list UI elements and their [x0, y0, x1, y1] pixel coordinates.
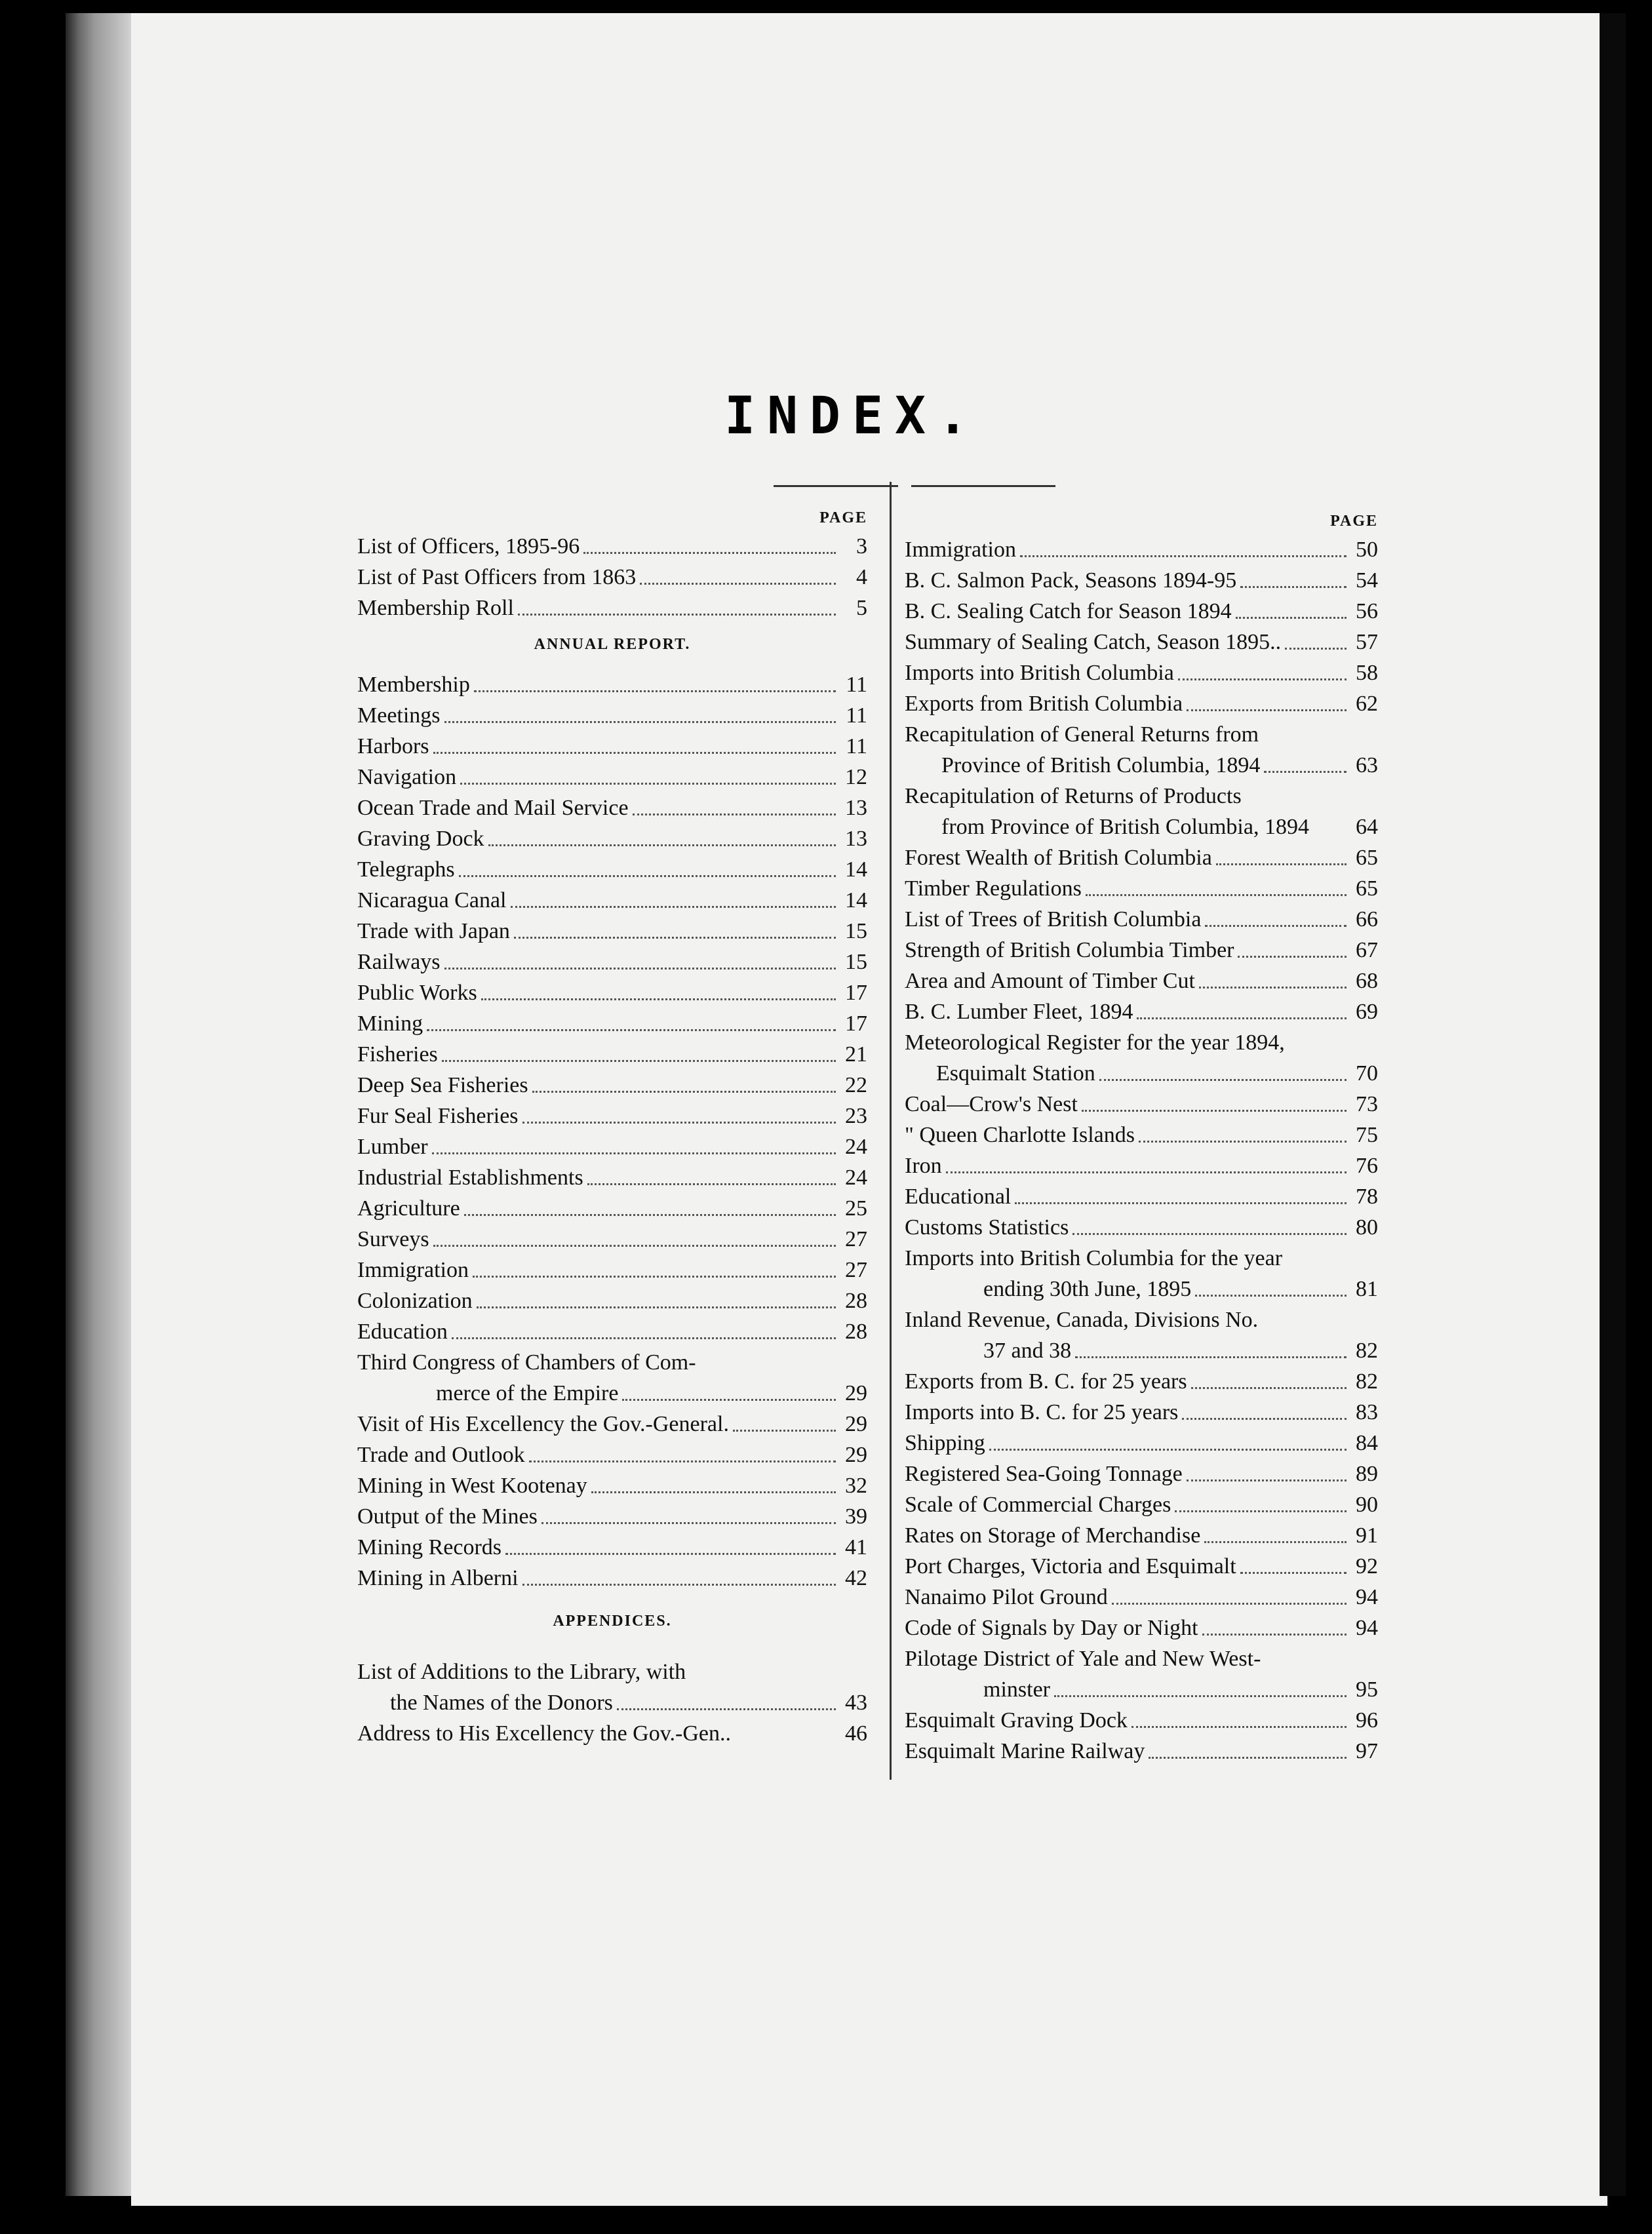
dot-leader: [505, 1553, 836, 1555]
entry-page-number: 84: [1356, 1431, 1378, 1455]
dot-leader: [622, 1399, 836, 1401]
entry-text: Area and Amount of Timber Cut: [905, 969, 1195, 993]
entry-text: Education: [357, 1320, 448, 1344]
index-entry[interactable]: [357, 977, 867, 1008]
dot-leader: [460, 783, 836, 785]
entry-text-line: Pilotage District of Yale and New West-: [905, 1647, 1261, 1671]
index-entry[interactable]: [905, 627, 1378, 657]
index-entry[interactable]: [357, 1409, 867, 1440]
index-entry[interactable]: [357, 731, 867, 762]
entry-text-line: Meteorological Register for the year 1894,: [905, 1030, 1285, 1055]
entry-text-line: List of Additions to the Library, with: [357, 1660, 686, 1684]
title-rule-left: [774, 485, 898, 487]
index-entry[interactable]: [905, 996, 1378, 1027]
entry-page-number: 41: [845, 1535, 867, 1559]
dot-leader: [1205, 925, 1347, 927]
entry-text: Navigation: [357, 765, 457, 789]
index-entry[interactable]: [905, 1150, 1378, 1181]
index-entry[interactable]: [357, 793, 867, 823]
index-entry-pilotage[interactable]: [905, 1643, 1378, 1705]
entry-page-number: 5: [856, 596, 867, 620]
entry-page-number: 70: [1356, 1061, 1378, 1086]
index-entry[interactable]: [905, 657, 1378, 688]
entry-text: Ocean Trade and Mail Service: [357, 796, 629, 820]
index-right-column: [905, 508, 1378, 1767]
entry-text: Deep Sea Fisheries: [357, 1073, 528, 1097]
index-entry[interactable]: [905, 1613, 1378, 1643]
entry-page-number: 75: [1356, 1123, 1378, 1147]
front-matter-list: [357, 531, 867, 623]
dot-leader: [733, 1430, 836, 1432]
index-entry[interactable]: [905, 1428, 1378, 1459]
entry-text: Shipping: [905, 1431, 985, 1455]
dot-leader: [514, 937, 836, 939]
index-entry[interactable]: [905, 534, 1378, 565]
entry-page-number: 29: [845, 1381, 867, 1405]
index-entry[interactable]: [357, 1070, 867, 1101]
dot-leader: [1086, 894, 1347, 896]
dot-leader: [532, 1091, 836, 1093]
index-entry[interactable]: [905, 904, 1378, 935]
dot-leader: [583, 552, 836, 554]
dot-leader: [1020, 555, 1347, 557]
index-entry[interactable]: [905, 1366, 1378, 1397]
entry-text: List of Past Officers from 1863: [357, 565, 637, 589]
entry-text: Telegraphs: [357, 857, 455, 882]
entry-text: Forest Wealth of British Columbia: [905, 846, 1212, 870]
dot-leader: [518, 614, 836, 616]
dot-leader: [633, 813, 836, 815]
index-entry-recap-products[interactable]: [905, 781, 1378, 842]
entry-text-line: the Names of the Donors: [390, 1691, 613, 1715]
entry-text: Trade and Outlook: [357, 1443, 525, 1467]
index-entry[interactable]: [357, 823, 867, 854]
entry-text: Harbors: [357, 734, 429, 758]
index-left-column: [357, 505, 867, 1749]
entry-page-number: 62: [1356, 692, 1378, 716]
dot-leader: [473, 1276, 836, 1278]
right-list-c: [905, 1089, 1378, 1243]
entry-page-number: 57: [1356, 630, 1378, 654]
index-entry[interactable]: [905, 1212, 1378, 1243]
dot-leader: [474, 690, 836, 692]
annual-report-list: [357, 669, 867, 1347]
entry-page-number: 27: [845, 1258, 867, 1282]
dot-leader: [1240, 586, 1347, 588]
dot-leader: [640, 583, 836, 585]
entry-text: Output of the Mines: [357, 1504, 538, 1529]
entry-page-number: 29: [845, 1412, 867, 1436]
entry-page-number: 25: [845, 1196, 867, 1221]
entry-text: Nanaimo Pilot Ground: [905, 1585, 1108, 1609]
index-title: INDEX.: [724, 387, 980, 446]
entry-text-line: Recapitulation of General Returns from: [905, 722, 1259, 747]
entry-text-line: Inland Revenue, Canada, Divisions No.: [905, 1308, 1259, 1332]
dot-leader: [1236, 617, 1347, 619]
title-rule-right: [911, 485, 1055, 487]
entry-page-number: 94: [1356, 1616, 1378, 1640]
entry-text: B. C. Sealing Catch for Season 1894: [905, 599, 1232, 623]
document-page: [131, 13, 1607, 2206]
index-entry[interactable]: [905, 1459, 1378, 1489]
entry-page-number: 13: [845, 827, 867, 851]
entry-text: Address to His Excellency the Gov.-Gen..: [357, 1721, 731, 1746]
dot-leader: [1139, 1141, 1347, 1143]
entry-page-number: 64: [1356, 815, 1378, 839]
index-entry[interactable]: [905, 1489, 1378, 1520]
dot-leader: [444, 721, 836, 723]
dot-leader: [511, 906, 836, 908]
dot-leader: [587, 1183, 836, 1185]
index-entry[interactable]: [357, 1316, 867, 1347]
dot-leader: [427, 1029, 836, 1031]
dot-leader: [1082, 1110, 1347, 1112]
entry-page-number: 24: [845, 1135, 867, 1159]
entry-page-number: 56: [1356, 599, 1378, 623]
dot-leader: [1240, 1572, 1347, 1574]
entry-page-number: 24: [845, 1166, 867, 1190]
entry-text: Scale of Commercial Charges: [905, 1493, 1171, 1517]
entry-text: Public Works: [357, 981, 477, 1005]
entry-page-number: 65: [1356, 876, 1378, 901]
entry-page-number: 21: [845, 1042, 867, 1067]
entry-text: Colonization: [357, 1289, 473, 1313]
index-entry[interactable]: [357, 531, 867, 562]
dot-leader: [1264, 771, 1347, 773]
entry-text: List of Trees of British Columbia: [905, 907, 1202, 931]
index-entry[interactable]: [357, 1131, 867, 1162]
entry-page-number: 17: [845, 981, 867, 1005]
entry-page-number: 22: [845, 1073, 867, 1097]
index-entry[interactable]: [357, 1501, 867, 1532]
entry-page-number: 58: [1356, 661, 1378, 685]
entry-text-line: from Province of British Columbia, 1894: [941, 815, 1309, 839]
page-right-edge: [1600, 13, 1626, 2196]
dot-leader: [444, 968, 836, 970]
dot-leader: [464, 1214, 836, 1216]
entry-page-number: 17: [845, 1011, 867, 1036]
index-entry[interactable]: [905, 1705, 1378, 1736]
dot-leader: [1072, 1233, 1347, 1235]
entry-text: Trade with Japan: [357, 919, 510, 943]
dot-leader: [1149, 1757, 1347, 1759]
entry-text: Visit of His Excellency the Gov.-General.: [357, 1412, 729, 1436]
entry-page-number: 82: [1356, 1339, 1378, 1363]
index-entry[interactable]: [357, 669, 867, 700]
entry-text: Mining Records: [357, 1535, 502, 1559]
entry-text: Immigration: [357, 1258, 469, 1282]
entry-page-number: 90: [1356, 1493, 1378, 1517]
entry-page-number: 89: [1356, 1462, 1378, 1486]
dot-leader: [989, 1449, 1347, 1451]
page-column-header: PAGE: [819, 509, 867, 526]
index-entry[interactable]: [905, 1520, 1378, 1551]
index-entry[interactable]: [905, 1736, 1378, 1767]
entry-text: Coal—Crow's Nest: [905, 1092, 1078, 1116]
dot-leader: [1075, 1356, 1347, 1358]
entry-text: B. C. Salmon Pack, Seasons 1894-95: [905, 568, 1237, 593]
entry-text: Esquimalt Marine Railway: [905, 1739, 1145, 1763]
dot-leader: [522, 1584, 836, 1586]
dot-leader: [1178, 678, 1347, 680]
entry-text: Exports from B. C. for 25 years: [905, 1369, 1187, 1394]
index-entry[interactable]: [357, 854, 867, 885]
dot-leader: [1238, 956, 1347, 958]
entry-text: Exports from British Columbia: [905, 692, 1183, 716]
index-entry[interactable]: [905, 873, 1378, 904]
entry-page-number: 32: [845, 1474, 867, 1498]
index-entry[interactable]: [357, 1440, 867, 1470]
entry-page-number: 11: [846, 673, 867, 697]
entry-page-number: 68: [1356, 969, 1378, 993]
entry-page-number: 80: [1356, 1215, 1378, 1240]
index-entry-address[interactable]: [357, 1718, 867, 1749]
index-entry[interactable]: [357, 1162, 867, 1193]
dot-leader: [1182, 1418, 1347, 1420]
entry-text: Mining in Alberni: [357, 1566, 519, 1590]
dot-leader: [1216, 863, 1347, 865]
index-entry[interactable]: [905, 688, 1378, 719]
index-entry[interactable]: [357, 1008, 867, 1039]
dot-leader: [1285, 648, 1347, 650]
entry-text-line: minster: [983, 1677, 1050, 1702]
dot-leader: [1187, 1480, 1347, 1481]
dot-leader: [591, 1491, 836, 1493]
entry-page-number: 69: [1356, 1000, 1378, 1024]
dot-leader: [1015, 1202, 1347, 1204]
entry-page-number: 28: [845, 1320, 867, 1344]
entry-page-number: 63: [1356, 753, 1378, 777]
appendices-heading: APPENDICES.: [553, 1613, 672, 1630]
right-list-b: [905, 842, 1378, 1027]
right-list-e: [905, 1705, 1378, 1767]
entry-page-number: 23: [845, 1104, 867, 1128]
entry-page-number: 15: [845, 919, 867, 943]
entry-text: Imports into British Columbia: [905, 661, 1174, 685]
dot-leader: [1099, 1079, 1347, 1081]
dot-leader: [1112, 1603, 1347, 1605]
dot-leader: [541, 1522, 836, 1524]
index-entry[interactable]: [905, 935, 1378, 966]
entry-page-number: 4: [856, 565, 867, 589]
entry-text: Graving Dock: [357, 827, 484, 851]
entry-page-number: 28: [845, 1289, 867, 1313]
entry-page-number: 97: [1356, 1739, 1378, 1763]
index-entry[interactable]: [357, 593, 867, 623]
entry-text: Mining in West Kootenay: [357, 1474, 587, 1498]
entry-page-number: 12: [845, 765, 867, 789]
entry-page-number: 92: [1356, 1554, 1378, 1578]
entry-text: Agriculture: [357, 1196, 460, 1221]
annual-report-list-continued: [357, 1409, 867, 1594]
entry-text: Iron: [905, 1154, 942, 1178]
dot-leader: [1199, 987, 1347, 989]
entry-page-number: 83: [1356, 1400, 1378, 1424]
entry-page-number: 67: [1356, 938, 1378, 962]
entry-text: Surveys: [357, 1227, 429, 1251]
entry-page-number: 66: [1356, 907, 1378, 931]
entry-text: List of Officers, 1895-96: [357, 534, 580, 558]
entry-page-number: 78: [1356, 1185, 1378, 1209]
entry-text: Immigration: [905, 538, 1016, 562]
entry-page-number: 95: [1356, 1677, 1378, 1702]
page-column-header: PAGE: [1330, 513, 1378, 530]
entry-text: Code of Signals by Day or Night: [905, 1616, 1198, 1640]
dot-leader: [1191, 1387, 1347, 1389]
entry-page-number: 43: [845, 1691, 867, 1715]
index-entry[interactable]: [357, 562, 867, 593]
column-divider: [890, 482, 892, 1780]
entry-page-number: 11: [846, 734, 867, 758]
index-entry[interactable]: [905, 1582, 1378, 1613]
entry-text: Meetings: [357, 703, 441, 728]
entry-text: Imports into B. C. for 25 years: [905, 1400, 1179, 1424]
index-entry[interactable]: [357, 1224, 867, 1255]
entry-page-number: 39: [845, 1504, 867, 1529]
entry-text: Port Charges, Victoria and Esquimalt: [905, 1554, 1236, 1578]
entry-page-number: 94: [1356, 1585, 1378, 1609]
entry-text-line: 37 and 38: [983, 1339, 1072, 1363]
index-entry-inland-revenue[interactable]: [905, 1304, 1378, 1366]
entry-page-number: 14: [845, 888, 867, 912]
entry-text: Membership Roll: [357, 596, 514, 620]
dot-leader: [1175, 1510, 1347, 1512]
entry-text: Lumber: [357, 1135, 428, 1159]
entry-text: B. C. Lumber Fleet, 1894: [905, 1000, 1133, 1024]
dot-leader: [1187, 709, 1347, 711]
dot-leader: [488, 844, 836, 846]
page-binding-edge: [66, 13, 138, 2196]
index-entry[interactable]: [905, 1089, 1378, 1120]
entry-text: Industrial Establishments: [357, 1166, 583, 1190]
index-entry[interactable]: [905, 1397, 1378, 1428]
annual-report-heading: ANNUAL REPORT.: [534, 636, 691, 653]
entry-page-number: 11: [846, 703, 867, 728]
index-entry[interactable]: [357, 947, 867, 977]
index-entry-imports-year[interactable]: [905, 1243, 1378, 1304]
index-entry-recap-general[interactable]: [905, 719, 1378, 781]
index-entry[interactable]: [357, 885, 867, 916]
entry-text-line: Imports into British Columbia for the year: [905, 1246, 1283, 1270]
index-entry[interactable]: [357, 1563, 867, 1594]
entry-text: " Queen Charlotte Islands: [905, 1123, 1135, 1147]
entry-text: Registered Sea-Going Tonnage: [905, 1462, 1183, 1486]
entry-text-line: Recapitulation of Returns of Products: [905, 784, 1242, 808]
dot-leader: [442, 1060, 836, 1062]
entry-text: Esquimalt Graving Dock: [905, 1708, 1128, 1733]
entry-page-number: 13: [845, 796, 867, 820]
entry-page-number: 73: [1356, 1092, 1378, 1116]
dot-leader: [1202, 1634, 1347, 1636]
entry-page-number: 65: [1356, 846, 1378, 870]
entry-text: Summary of Sealing Catch, Season 1895..: [905, 630, 1282, 654]
entry-page-number: 91: [1356, 1523, 1378, 1548]
entry-text: Timber Regulations: [905, 876, 1082, 901]
dot-leader: [946, 1171, 1347, 1173]
entry-text: Railways: [357, 950, 441, 974]
entry-text: Mining: [357, 1011, 423, 1036]
index-entry[interactable]: [357, 1193, 867, 1224]
dot-leader: [433, 752, 836, 754]
dot-leader: [1204, 1541, 1347, 1543]
entry-text: Nicaragua Canal: [357, 888, 507, 912]
index-entry[interactable]: [357, 762, 867, 793]
entry-text: Educational: [905, 1185, 1012, 1209]
dot-leader: [432, 1152, 836, 1154]
entry-page-number: 82: [1356, 1369, 1378, 1394]
entry-text: Customs Statistics: [905, 1215, 1069, 1240]
entry-text-line: merce of the Empire: [436, 1381, 619, 1405]
entry-page-number: 76: [1356, 1154, 1378, 1178]
entry-text-line: ending 30th June, 1895: [983, 1277, 1192, 1301]
index-entry[interactable]: [905, 565, 1378, 596]
entry-text: Fisheries: [357, 1042, 438, 1067]
entry-text: Rates on Storage of Merchandise: [905, 1523, 1201, 1548]
index-entry-library-additions[interactable]: [357, 1656, 867, 1718]
entry-page-number: 29: [845, 1443, 867, 1467]
index-entry[interactable]: [357, 916, 867, 947]
dot-leader: [433, 1245, 836, 1247]
dot-leader: [1137, 1017, 1347, 1019]
dot-leader: [452, 1337, 836, 1339]
entry-page-number: 50: [1356, 538, 1378, 562]
index-entry[interactable]: [905, 596, 1378, 627]
dot-leader: [459, 875, 836, 877]
index-entry[interactable]: [357, 1532, 867, 1563]
index-entry[interactable]: [357, 1039, 867, 1070]
index-entry[interactable]: [357, 1101, 867, 1131]
entry-text: Strength of British Columbia Timber: [905, 938, 1234, 962]
index-entry[interactable]: [357, 700, 867, 731]
entry-page-number: 15: [845, 950, 867, 974]
dot-leader: [522, 1122, 836, 1124]
dot-leader: [1054, 1695, 1347, 1697]
right-list-d: [905, 1366, 1378, 1643]
index-entry[interactable]: [357, 1285, 867, 1316]
entry-page-number: 3: [856, 534, 867, 558]
index-entry[interactable]: [905, 1181, 1378, 1212]
index-entry[interactable]: [905, 1551, 1378, 1582]
dot-leader: [529, 1460, 836, 1462]
entry-page-number: 96: [1356, 1708, 1378, 1733]
index-entry[interactable]: [357, 1470, 867, 1501]
entry-page-number: 54: [1356, 568, 1378, 593]
dot-leader: [617, 1708, 836, 1710]
index-entry-meteorological[interactable]: [905, 1027, 1378, 1089]
entry-page-number: 14: [845, 857, 867, 882]
right-list-a: [905, 534, 1378, 719]
dot-leader: [1195, 1295, 1347, 1297]
entry-text: Membership: [357, 673, 470, 697]
index-entry[interactable]: [905, 1120, 1378, 1150]
dot-leader: [1131, 1726, 1347, 1728]
entry-page-number: 27: [845, 1227, 867, 1251]
index-entry-third-congress[interactable]: [357, 1347, 867, 1409]
index-entry[interactable]: [905, 966, 1378, 996]
entry-text: Fur Seal Fisheries: [357, 1104, 519, 1128]
entry-text-line: Province of British Columbia, 1894: [941, 753, 1261, 777]
dot-leader: [481, 998, 836, 1000]
index-entry[interactable]: [905, 842, 1378, 873]
entry-page-number: 42: [845, 1566, 867, 1590]
entry-page-number: 81: [1356, 1277, 1378, 1301]
entry-text-line: Third Congress of Chambers of Com-: [357, 1350, 696, 1375]
entry-page-number: 46: [845, 1721, 867, 1746]
entry-text-line: Esquimalt Station: [936, 1061, 1095, 1086]
index-entry[interactable]: [357, 1255, 867, 1285]
dot-leader: [477, 1306, 836, 1308]
